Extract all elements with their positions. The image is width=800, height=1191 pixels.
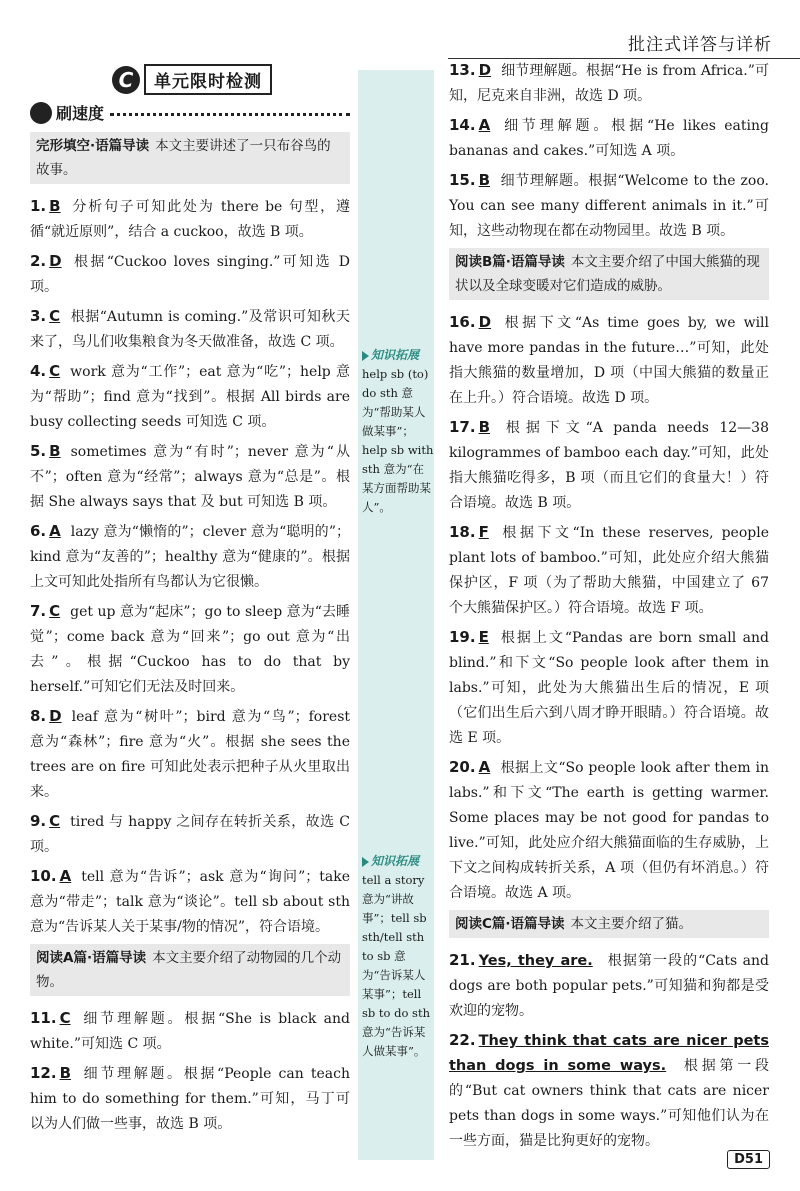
guide-text: 本文主要介绍了中国大熊猫的现状以及全球变暖对它们造成的威胁。 bbox=[455, 254, 760, 294]
answer-item bbox=[30, 704, 350, 805]
answer-explanation: tell 意为“告诉”；ask 意为“询问”；take 意为“带走”；talk 意为“谈论”。tell sb about sth 意为“告诉某人关于某事/物的情况”，符合语境。 bbox=[30, 869, 350, 935]
answer-item bbox=[30, 194, 350, 245]
guide-read-c bbox=[449, 910, 769, 938]
answer-explanation: 细节理解题。根据“She is black and white.”可知选 C 项。 bbox=[30, 1011, 350, 1052]
dotted-divider bbox=[110, 113, 350, 116]
answer-number: 13. bbox=[449, 61, 476, 79]
answer-key: B bbox=[478, 418, 491, 436]
answer-explanation: 细节理解题。根据“He likes eating bananas and cakes.”可知选 A 项。 bbox=[449, 118, 769, 159]
answer-explanation: leaf 意为“树叶”；bird 意为“鸟”；forest 意为“森林”；fire 意为“火”。根据 she sees the trees are on fire 可知此处表示把种子从火里取出来。 bbox=[30, 709, 350, 800]
answer-key: They think that cats are nicer pets than dogs in some ways. bbox=[449, 1033, 769, 1074]
answer-item bbox=[449, 948, 769, 1024]
answer-key: A bbox=[478, 758, 491, 776]
answer-item bbox=[30, 599, 350, 700]
answer-item bbox=[30, 1006, 350, 1057]
answer-number: 6. bbox=[30, 522, 47, 540]
answer-item bbox=[30, 304, 350, 355]
arrow-icon bbox=[362, 857, 369, 867]
answer-key: F bbox=[478, 523, 489, 541]
answer-key: B bbox=[49, 197, 61, 215]
answer-key: A bbox=[59, 867, 72, 885]
answer-number: 16. bbox=[449, 313, 476, 331]
answer-key: D bbox=[49, 252, 62, 270]
page-header-title: 批注式详答与详析 bbox=[628, 35, 772, 55]
answer-explanation: 细节理解题。根据“Welcome to the zoo. You can see many different animals in it.”可知，这些动物现在都在动物园里。故选 B 项。 bbox=[449, 173, 769, 239]
answer-explanation: work 意为“工作”；eat 意为“吃”；help 意为“帮助”；find 意为“找到”。根据 All birds are busy collecting seeds 可知选 C 项。 bbox=[30, 364, 350, 430]
answer-key: Yes, they are. bbox=[478, 953, 593, 969]
answer-item bbox=[30, 1061, 350, 1137]
answer-number: 4. bbox=[30, 362, 47, 380]
answer-number: 22. bbox=[449, 1031, 476, 1049]
answer-explanation: 根据第一段的“But cat owners think that cats are nicer pets than dogs in some ways.”可知他们认为在一些方面，猫是比狗更好的宠物。 bbox=[449, 1058, 770, 1149]
answer-key: C bbox=[49, 602, 61, 620]
answer-explanation: get up 意为“起床”；go to sleep 意为“去睡觉”；come back 意为“回来”；go out 意为“出去”。根据“Cuckoo has to do that by herself.”可知它们无法及时回来。 bbox=[30, 604, 350, 695]
answer-number: 3. bbox=[30, 307, 47, 325]
answer-item bbox=[449, 310, 769, 411]
answer-key: C bbox=[59, 1009, 71, 1027]
answer-key: C bbox=[49, 812, 61, 830]
answer-key: D bbox=[49, 707, 62, 725]
answer-key: E bbox=[478, 628, 489, 646]
answer-explanation: sometimes 意为“有时”；never 意为“从不”；often 意为“经常”；always 意为“总是”。根据 She always says that 及 but 可知选 B 项。 bbox=[30, 444, 350, 510]
answer-number: 20. bbox=[449, 758, 476, 776]
answer-explanation: 根据“Cuckoo loves singing.”可知选 D 项。 bbox=[30, 254, 350, 295]
answer-number: 15. bbox=[449, 171, 476, 189]
answer-number: 10. bbox=[30, 867, 57, 885]
answer-number: 11. bbox=[30, 1009, 57, 1027]
answer-key: A bbox=[49, 522, 61, 540]
answer-key: D bbox=[478, 313, 492, 331]
answer-item bbox=[449, 1028, 769, 1154]
answer-item bbox=[30, 359, 350, 435]
answer-item bbox=[449, 58, 769, 109]
answer-number: 19. bbox=[449, 628, 476, 646]
answer-number: 18. bbox=[449, 523, 476, 541]
answer-key: C bbox=[49, 362, 61, 380]
answer-number: 5. bbox=[30, 442, 47, 460]
answer-number: 21. bbox=[449, 951, 476, 969]
answer-list-read-a-cont bbox=[449, 58, 769, 244]
speed-icon bbox=[30, 102, 52, 124]
answer-number: 2. bbox=[30, 252, 47, 270]
tip-text: tell a story 意为“讲故事”；tell sb sth/tell sth to sb 意为“告诉某人某事”；tell sb to do sth 意为“告诉某人做某事”。 bbox=[362, 873, 430, 1058]
answer-explanation: 细节理解题。根据“He is from Africa.”可知，尼克来自非洲，故选 D 项。 bbox=[449, 63, 769, 104]
answer-explanation: lazy 意为“懒惰的”；clever 意为“聪明的”；kind 意为“友善的”；healthy 意为“健康的”。根据上文可知此处指所有鸟都认为它很懒。 bbox=[30, 524, 350, 590]
left-column bbox=[30, 64, 350, 1141]
answer-number: 9. bbox=[30, 812, 47, 830]
answer-item bbox=[449, 755, 769, 906]
answer-explanation: 分析句子可知此处为 there be 句型，遵循“就近原则”，结合 a cuckoo，故选 B 项。 bbox=[30, 199, 350, 240]
section-title-text: 单元限时检测 bbox=[144, 64, 272, 95]
answer-explanation: 根据第一段的“Cats and dogs are both popular pets.”可知猫和狗都是受欢迎的宠物。 bbox=[449, 953, 769, 1019]
answer-item bbox=[30, 519, 350, 595]
answer-explanation: 根据“Autumn is coming.”及常识可知秋天来了，鸟儿们收集粮食为冬天做准备，故选 C 项。 bbox=[30, 309, 350, 350]
answer-list-read-a bbox=[30, 1006, 350, 1137]
guide-tag: 完形填空·语篇导读 bbox=[36, 138, 150, 154]
answer-list-read-b bbox=[449, 310, 769, 906]
section-title bbox=[112, 64, 350, 95]
guide-text: 本文主要介绍了猫。 bbox=[570, 916, 693, 932]
answer-item bbox=[449, 415, 769, 516]
answer-explanation: 根据下文“A panda needs 12—38 kilogrammes of bamboo each day.”可知，此处指大熊猫吃得多，B 项（而且它们的食量大！）符合语境。故选 B 项。 bbox=[449, 420, 769, 511]
answer-explanation: 根据上文“So people look after them in labs.”和下文“The earth is getting warmer. Some places may be not good for pandas to live.”可知，此处应介绍大熊猫面临的生存威胁，上下文之间构成转折关系，A 项（但仍有坏消息。）符合语境。故选 A 项。 bbox=[449, 760, 769, 901]
answer-item bbox=[30, 249, 350, 300]
knowledge-tip bbox=[362, 852, 434, 1061]
answer-number: 1. bbox=[30, 197, 47, 215]
answer-explanation: 根据上文“Pandas are born small and blind.”和下文“So people look after them in labs.”可知，此处为大熊猫出生后的情况，E 项（它们出生后六到八周才睁开眼睛。）符合语境。故选 E 项。 bbox=[449, 630, 769, 746]
answer-number: 17. bbox=[449, 418, 476, 436]
guide-text: 本文主要介绍了动物园的几个动物。 bbox=[36, 950, 342, 990]
answer-key: B bbox=[49, 442, 61, 460]
guide-text: 本文主要讲述了一只布谷鸟的故事。 bbox=[36, 138, 331, 178]
answer-number: 14. bbox=[449, 116, 476, 134]
guide-cloze bbox=[30, 132, 350, 184]
guide-tag: 阅读C篇·语篇导读 bbox=[455, 916, 565, 932]
answer-item bbox=[449, 520, 769, 621]
speed-heading bbox=[30, 101, 350, 124]
page-number: D51 bbox=[727, 1150, 770, 1169]
section-badge: C bbox=[112, 66, 140, 94]
answer-key: D bbox=[478, 61, 492, 79]
answer-number: 12. bbox=[30, 1064, 57, 1082]
knowledge-tip bbox=[362, 346, 434, 517]
speed-label: 刷速度 bbox=[56, 104, 105, 123]
answer-key: B bbox=[478, 171, 491, 189]
guide-tag: 阅读B篇·语篇导读 bbox=[455, 254, 565, 270]
answer-key: B bbox=[59, 1064, 72, 1082]
tip-text: help sb (to) do sth 意为“帮助某人做某事”；help sb with sth 意为“在某方面帮助某人”。 bbox=[362, 367, 434, 514]
right-column bbox=[449, 58, 769, 1158]
answer-key: C bbox=[49, 307, 61, 325]
arrow-icon bbox=[362, 351, 369, 361]
answer-item bbox=[30, 864, 350, 940]
answer-number: 7. bbox=[30, 602, 47, 620]
answer-key: A bbox=[478, 116, 491, 134]
guide-tag: 阅读A篇·语篇导读 bbox=[36, 950, 147, 966]
answer-item bbox=[30, 439, 350, 515]
answer-number: 8. bbox=[30, 707, 47, 725]
answer-explanation: 根据下文“In these reserves, people plant lots of bamboo.”可知，此处应介绍大熊猫保护区，F 项（为了帮助大熊猫，中国建立了 67 个大熊猫保护区。）符合语境。故选 F 项。 bbox=[449, 525, 769, 616]
answer-item bbox=[30, 809, 350, 860]
answer-explanation: 细节理解题。根据“People can teach him to do something for them.”可知，马丁可以为人们做一些事，故选 B 项。 bbox=[30, 1066, 350, 1132]
answer-item bbox=[449, 625, 769, 751]
answer-item bbox=[449, 113, 769, 164]
guide-read-b bbox=[449, 248, 769, 300]
answer-list-read-c bbox=[449, 948, 769, 1154]
answer-list-cloze bbox=[30, 194, 350, 940]
answer-explanation: tired 与 happy 之间存在转折关系，故选 C 项。 bbox=[30, 814, 350, 855]
tip-title: 知识拓展 bbox=[371, 348, 420, 362]
guide-read-a bbox=[30, 944, 350, 996]
answer-item bbox=[449, 168, 769, 244]
tip-title: 知识拓展 bbox=[371, 854, 420, 868]
answer-explanation: 根据下文“As time goes by, we will have more pandas in the future…”可知，此处指大熊猫的数量增加，D 项（中国大熊猫的数量正在上升。）符合语境。故选 D 项。 bbox=[449, 315, 769, 406]
